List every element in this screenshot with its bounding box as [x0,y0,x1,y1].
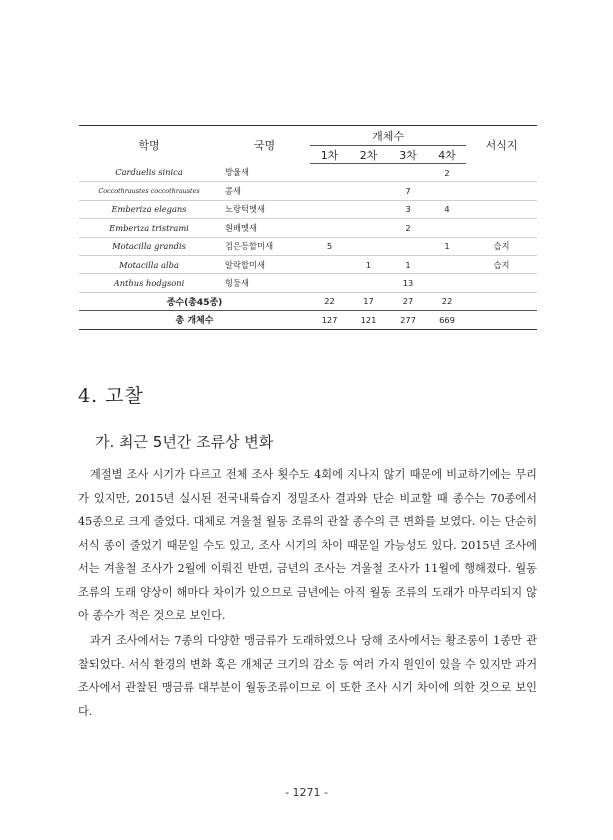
table-row [79,274,537,292]
round-4-cell [428,219,466,237]
individual-total-row [79,311,537,330]
round-2-cell: 1 [349,255,388,273]
species-total-round-2: 17 [349,292,388,311]
header-habitat: 서식지 [485,138,518,152]
table-row [79,200,537,218]
bird-survey-table [79,125,537,330]
korean-name-cell: 검은등할미새 [219,237,310,255]
header-round-2: 2차 [349,146,388,164]
individual-total-round-1: 127 [310,311,349,330]
habitat-cell [466,219,537,237]
korean-name-cell: 방울새 [219,164,310,182]
round-2-cell [349,182,388,200]
section-title: 4. 고찰 [78,385,144,407]
round-1-cell [310,255,349,273]
individual-total-round-2: 121 [349,311,388,330]
korean-name-cell: 노랑턱멧새 [219,200,310,218]
round-3-cell: 7 [388,182,428,200]
round-4-cell [428,255,466,273]
individual-total-round-4: 669 [428,311,466,330]
species-total-habitat [466,292,537,311]
round-4-cell: 2 [428,164,466,182]
scientific-name-cell: Motacilla grandis [79,237,219,255]
korean-name-cell: 힝둥새 [219,274,310,292]
round-3-cell [388,164,428,182]
korean-name-cell: 알락할미새 [219,255,310,273]
page-number: - 1271 - [285,786,328,799]
round-1-cell [310,274,349,292]
scientific-name-cell: Carduelis sinica [79,164,219,182]
round-3-cell: 13 [388,274,428,292]
scientific-name-cell: Motacilla alba [79,255,219,273]
round-2-cell [349,219,388,237]
individual-total-habitat [466,311,537,330]
header-round-3: 3차 [388,146,428,164]
round-3-cell: 1 [388,255,428,273]
round-2-cell [349,237,388,255]
table-row [79,255,537,273]
round-2-cell [349,200,388,218]
header-round-4: 4차 [428,146,466,164]
body-paragraph-2 [78,629,537,723]
habitat-cell [466,182,537,200]
header-round-1: 1차 [310,146,349,164]
bird-survey-table-wrap [79,125,537,330]
table-row [79,182,537,200]
habitat-cell [466,200,537,218]
scientific-name-cell: Coccothraustes coccothraustes [79,182,219,200]
individual-total-label: 총 개체수 [79,311,310,330]
habitat-cell: 습지 [466,255,537,273]
round-4-cell [428,274,466,292]
header-count-group: 개체수 [310,126,466,146]
individual-total-round-3: 277 [388,311,428,330]
header-korean-name: 국명 [253,138,276,152]
paragraph-text: 계절별 조사 시기가 다르고 전체 조사 횟수도 4회에 지나지 않기 때문에 비교하기에는 무리가 있지만, 2015년 실시된 전국내륙습지 정밀조사 결과와 단순 비교할 때 종수는 70종에서 45종으로 크게 줄었다. 대체로 겨울철 월동 조류의 관찰 종수의 큰 변화를 보였다. 이는 단순히 서식 종이 줄었기 때문일 수도 있고, 조사 시기의 차이 때문일 가능성도 있다. 2015년 조사에서는 겨울철 조사가 2월에 이뤄진 반면, 금년의 조사는 겨울철 조사가 11월에 행해졌다. 월동 조류의 도래 양상이 해마다 차이가 있으므로 금년에는 아직 월동 조류의 도래가 마무리되지 않아 종수가 적은 것으로 보인다. [78,468,537,622]
round-3-cell: 3 [388,200,428,218]
korean-name-cell: 콩새 [219,182,310,200]
round-3-cell: 2 [388,219,428,237]
round-1-cell [310,219,349,237]
round-1-cell [310,182,349,200]
species-total-row [79,292,537,311]
round-1-cell [310,200,349,218]
habitat-cell [466,164,537,182]
round-4-cell: 4 [428,200,466,218]
header-scientific-name: 학명 [138,138,160,152]
habitat-cell [466,274,537,292]
round-1-cell: 5 [310,237,349,255]
body-paragraph-1 [78,463,537,628]
table-row [79,164,537,182]
species-total-round-3: 27 [388,292,428,311]
paragraph-text: 과거 조사에서는 7종의 다양한 맹금류가 도래하였으나 당해 조사에서는 황조롱이 1종만 관찰되었다. 서식 환경의 변화 혹은 개체군 크기의 감소 등 여러 가지 원인이 있을 수 있지만 과거 조사에서 관찰된 맹금류 대부분이 월동조류이므로 이 또한 조사 시기 차이에 의한 것으로 보인다. [78,634,537,718]
table-row [79,237,537,255]
round-4-cell [428,182,466,200]
scientific-name-cell: Emberiza elegans [79,200,219,218]
round-3-cell [388,237,428,255]
subsection-title: 가. 최근 5년간 조류상 변화 [95,433,274,451]
korean-name-cell: 흰배멧새 [219,219,310,237]
table-row [79,219,537,237]
scientific-name-cell: Emberiza tristrami [79,219,219,237]
round-2-cell [349,274,388,292]
round-4-cell: 1 [428,237,466,255]
scientific-name-cell: Anthus hodgsoni [79,274,219,292]
round-1-cell [310,164,349,182]
habitat-cell: 습지 [466,237,537,255]
species-total-label: 종수(총45종) [79,292,310,311]
species-total-round-1: 22 [310,292,349,311]
round-2-cell [349,164,388,182]
species-total-round-4: 22 [428,292,466,311]
